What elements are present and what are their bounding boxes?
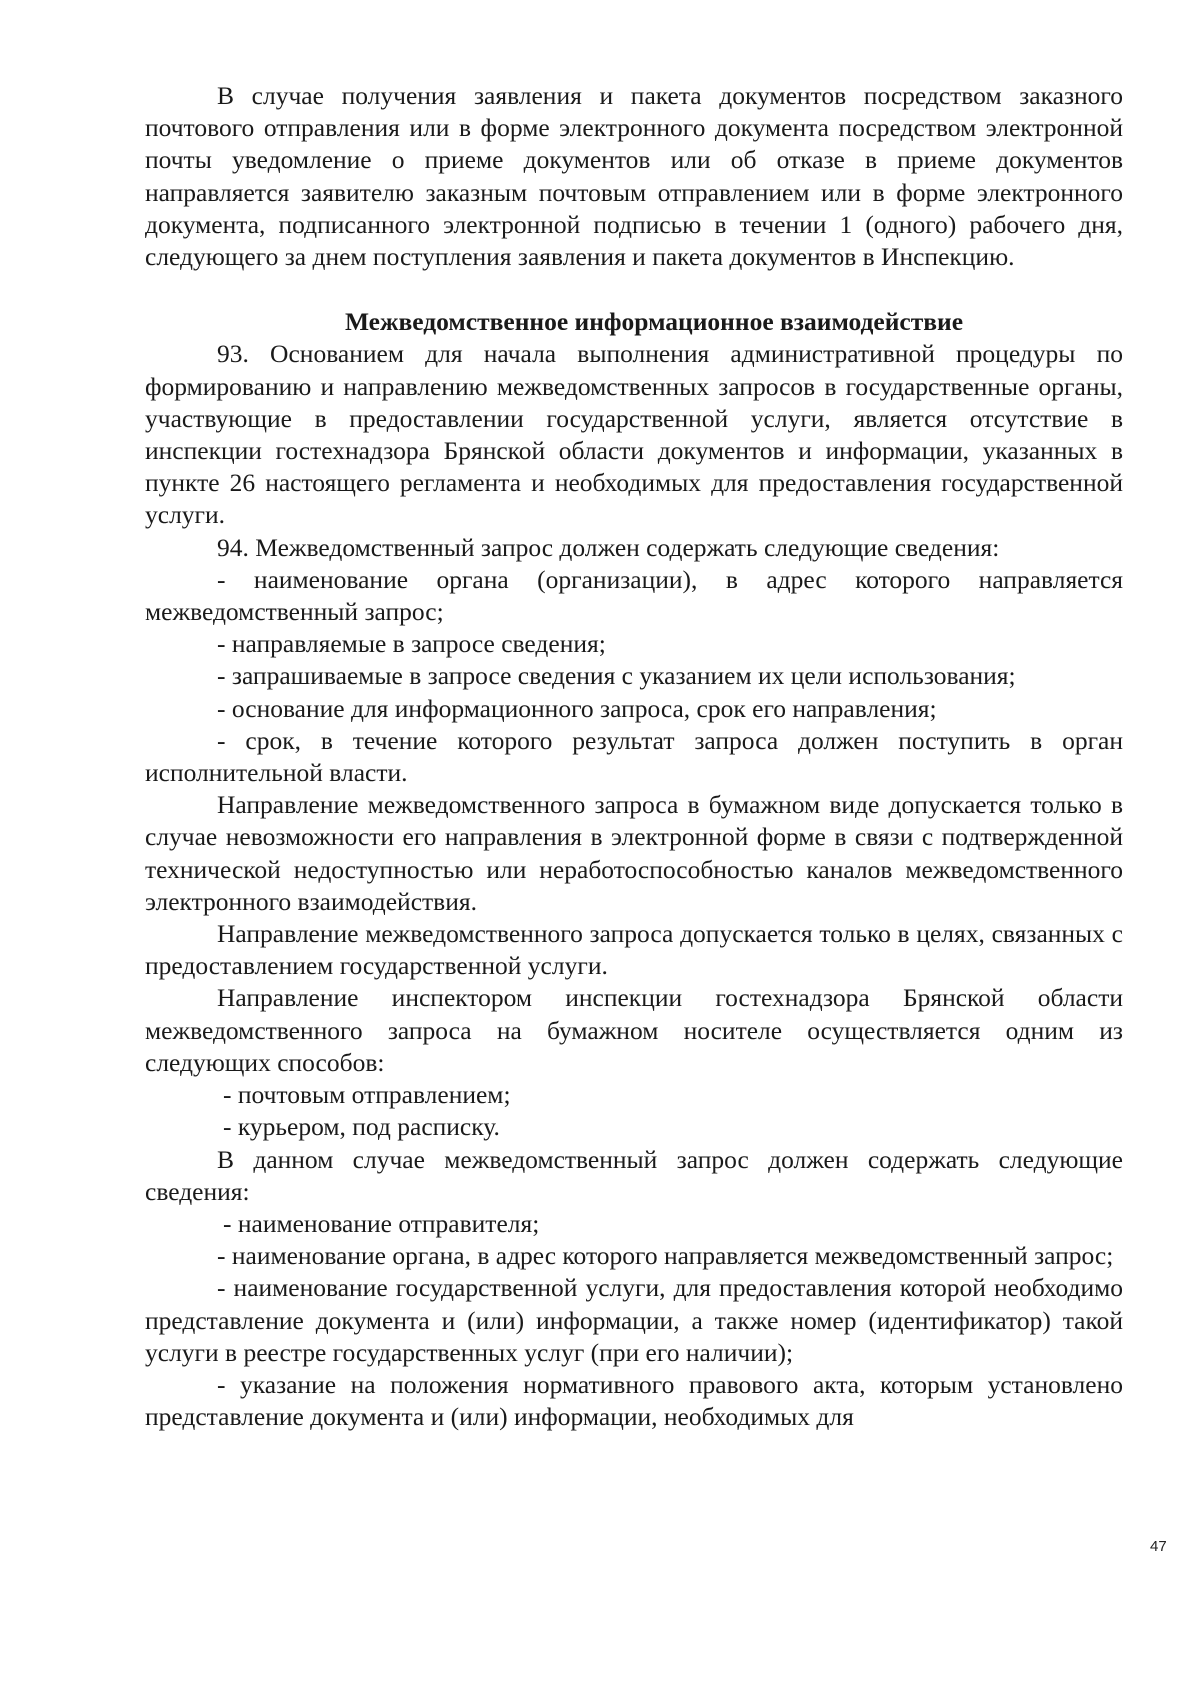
list-item: - направляемые в запросе сведения; (217, 629, 606, 659)
paragraph: Направление межведомственного запроса допускается только в целях, связанных с предоставлением государственной услуги. (145, 919, 1123, 981)
list-item: - указание на положения нормативного правового акта, которым установлено представление документа и (или) информации, необходимых для (145, 1369, 1123, 1432)
paragraph: Направление межведомственного запроса в бумажном виде допускается только в случае невозможности его направления в электронной форме в связи с подтвержденной технической недоступностью или неработоспособностью каналов межведомственного электронного взаимодействия. (145, 790, 1123, 916)
paragraph: В случае получения заявления и пакета документов посредством заказного почтового отправления или в форме электронного документа посредством электронной почты уведомление о приеме документов или об отказе в приеме документов направляется заявителю заказным почтовым отправлением или в форме электронного документа, подписанного электронной подписью в течении 1 (одного) рабочего дня, следующего за днем поступления заявления и пакета документов в Инспекцию. (145, 81, 1123, 272)
paragraph: Направление инспектором инспекции гостехнадзора Брянской области межведомственного запроса на бумажном носителе осуществляется одним из следующих способов: (145, 983, 1123, 1077)
list-item: - срок, в течение которого результат запроса должен поступить в орган исполнительной власти. (145, 725, 1123, 788)
section-heading: Межведомственное информационное взаимодействие (344, 307, 964, 337)
page-number: 47 (1150, 1538, 1167, 1555)
list-item: - курьером, под расписку. (223, 1112, 500, 1142)
list-item: - наименование государственной услуги, для предоставления которой необходимо представление документа и (или) информации, а также номер (идентификатор) такой услуги в реестре государственных услуг (при его наличии); (145, 1273, 1123, 1367)
document-body (145, 80, 1123, 1433)
list-item: - почтовым отправлением; (223, 1080, 511, 1110)
list-item: - наименование отправителя; (223, 1208, 540, 1238)
paragraph: 94. Межведомственный запрос должен содержать следующие сведения: (217, 532, 1000, 562)
paragraph: В данном случае межведомственный запрос должен содержать следующие сведения: (145, 1144, 1123, 1206)
paragraph: 93. Основанием для начала выполнения административной процедуры по формированию и направлению межведомственных запросов в государственные органы, участвующие в предоставлении государственной услуги, является отсутствие в инспекции гостехнадзора Брянской области документов и информации, указанных в пункте 26 настоящего регламента и необходимых для предоставления государственной услуги. (145, 339, 1123, 530)
list-item: - наименование органа (организации), в адрес которого направляется межведомственный запрос; (145, 564, 1123, 627)
list-item: - основание для информационного запроса, срок его направления; (217, 693, 937, 723)
list-item: - запрашиваемые в запросе сведения с указанием их цели использования; (217, 661, 1016, 691)
list-item: - наименование органа, в адрес которого направляется межведомственный запрос; (217, 1241, 1114, 1271)
